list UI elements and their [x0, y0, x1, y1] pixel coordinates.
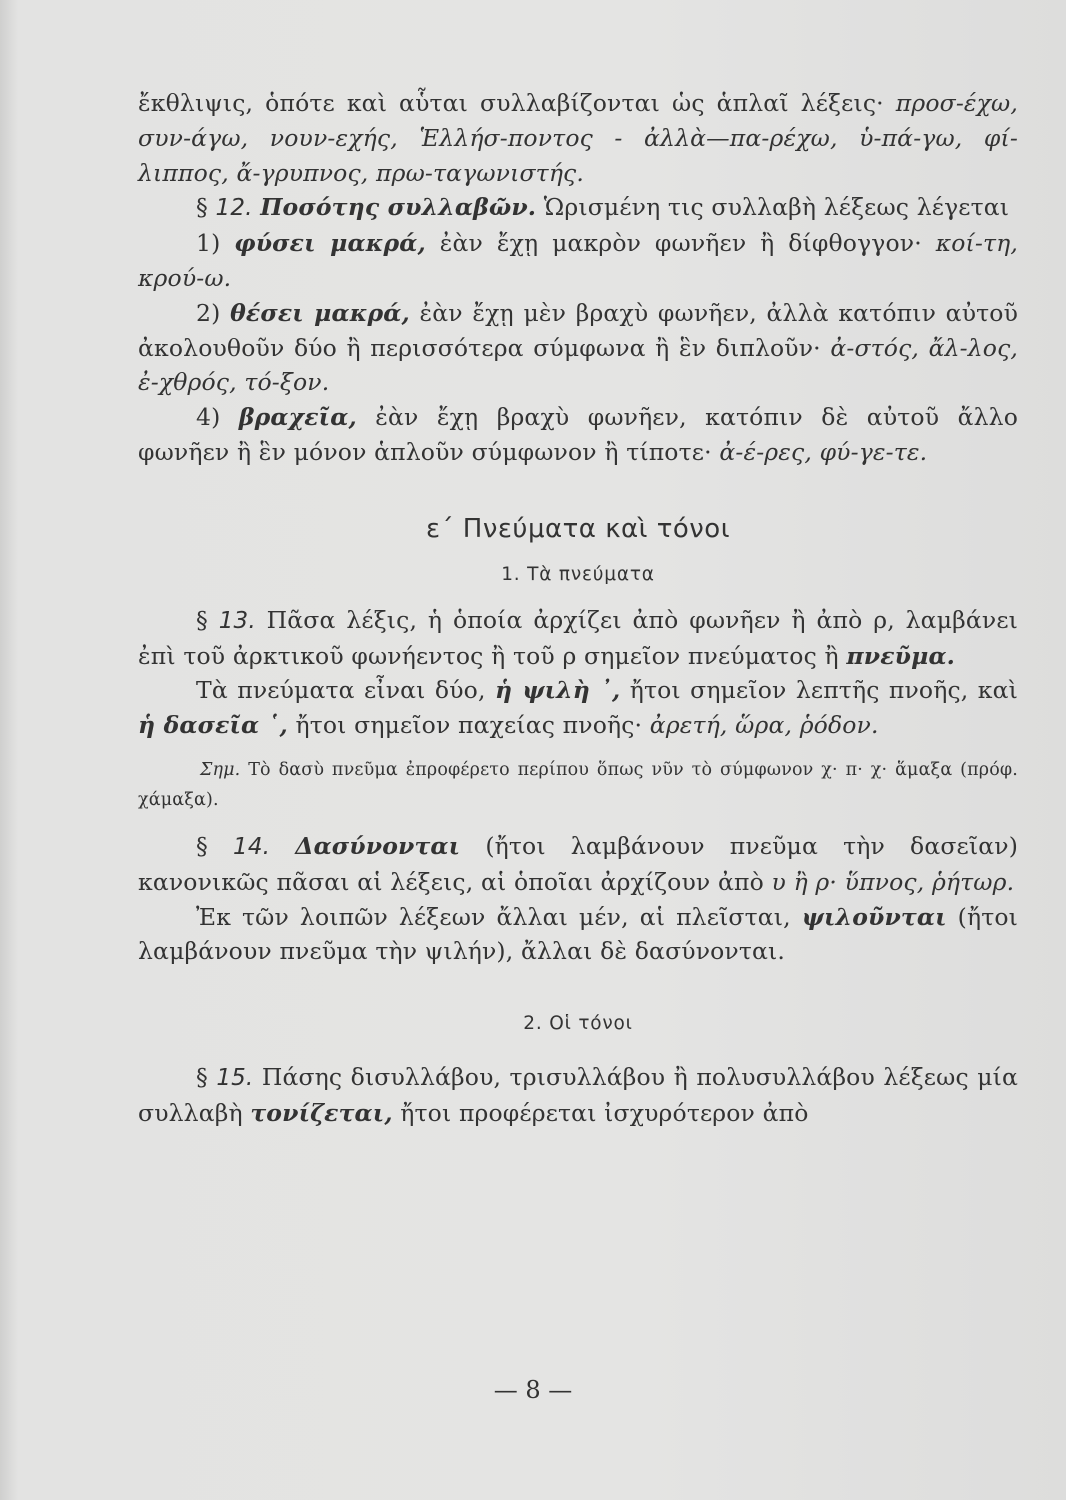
- subheading-pneumata: 1. Τὰ πνεύματα: [501, 563, 655, 585]
- term: Δασύνονται: [295, 831, 461, 860]
- examples: ἀρετή, ὥρα, ῥόδον.: [649, 711, 879, 740]
- term-daseia: ἡ δασεῖα ῾,: [138, 711, 288, 740]
- section-number: 15.: [216, 1065, 254, 1092]
- section-15: § 15. Πάσης δισυλλάβου, τρισυλλάβου ἢ πολυσυλλάβου λέξεως μία συλλαβὴ τονίζεται, ἤτοι προφέρεται ἰσχυρότερον ἀπὸ: [138, 1063, 1018, 1127]
- examples: προσ-έχω, συν-άγω, νουν-εχής, Ἑλλήσ-ποντος - ἀλλὰ—πα-ρέχω, ὑ-πά-γω, φί-λιππος, ἄ-γρυπνος, πρω-ταγωνιστής.: [138, 89, 1018, 187]
- item-2: 2) θέσει μακρά, ἐὰν ἔχῃ μὲν βραχὺ φωνῆεν, ἀλλὰ κατόπιν αὐτοῦ ἀκολουθοῦν δύο ἢ περισσότερα σύμφωνα ἢ ἓν διπλοῦν· ἀ-στός, ἄλ-λος, ἐ-χθρός, τό-ξον.: [138, 298, 1019, 397]
- term: βραχεῖα,: [238, 403, 357, 432]
- section-title: Ποσότης συλλαβῶν.: [260, 193, 537, 222]
- section-number: 14.: [233, 833, 271, 860]
- section-number: 13.: [218, 607, 256, 634]
- note-label: Σημ.: [200, 759, 241, 780]
- term: πνεῦμα.: [846, 641, 956, 670]
- chapter-heading: ε΄ Πνεύματα καὶ τόνοι: [425, 513, 731, 544]
- letters: υ ἢ ρ·: [771, 867, 838, 896]
- term: θέσει μακρά,: [230, 298, 410, 327]
- term: ψιλοῦνται: [801, 902, 947, 931]
- section-14: § 14. Δασύνονται (ἤτοι λαμβάνουν πνεῦμα τὴν δασεῖαν) κανονικῶς πᾶσαι αἱ λέξεις, αἱ ὁποῖαι ἀρχίζουν ἀπὸ υ ἢ ρ· ὕπνος, ῥήτωρ.: [138, 831, 1019, 896]
- item-4: 4) βραχεῖα, ἐὰν ἔχῃ βραχὺ φωνῆεν, κατόπιν δὲ αὐτοῦ ἄλλο φωνῆεν ἢ ἓν μόνον ἁπλοῦν σύμφωνον ἢ τίποτε· ἀ-έ-ρες, φύ-γε-τε.: [138, 403, 1018, 466]
- term-psili: ἡ ψιλὴ ᾿,: [495, 676, 621, 705]
- note: Σημ. Τὸ δασὺ πνεῦμα ἐπροφέρετο περίπου ὅπως νῦν τὸ σύμφωνον χ· π· χ· ἅμαξα (πρόφ. χάμαξα).: [138, 759, 1018, 810]
- examples: ἀ-έ-ρες, φύ-γε-τε.: [719, 437, 928, 466]
- examples: κοί-τη, κρού-ω.: [138, 229, 1019, 292]
- subheading-tonoi: 2. Οἱ τόνοι: [523, 1013, 633, 1035]
- examples: ὕπνος, ῥήτωρ.: [844, 867, 1015, 896]
- item-1: 1) φύσει μακρά, ἐὰν ἔχῃ μακρὸν φωνῆεν ἢ δίφθογγον· κοί-τη, κρού-ω.: [138, 229, 1019, 292]
- page-body: [138, 86, 1018, 1131]
- section-13: § 13. Πᾶσα λέξις, ἡ ὁποία ἀρχίζει ἀπὸ φωνῆεν ἢ ἀπὸ ρ, λαμβάνει ἐπὶ τοῦ ἀρκτικοῦ φωνήεντος ἢ τοῦ ρ σημεῖον πνεύματος ἢ πνεῦμα.: [138, 605, 1019, 670]
- examples: ἀ-στός, ἄλ-λος, ἐ-χθρός, τό-ξον.: [138, 333, 1018, 397]
- paragraph-pneumata: Τὰ πνεύματα εἶναι δύο, ἡ ψιλὴ ᾿, ἤτοι σημεῖον λεπτῆς πνοῆς, καὶ ἡ δασεῖα ῾, ἤτοι σημεῖον παχείας πνοῆς· ἀρετή, ὥρα, ῥόδον.: [138, 676, 1019, 740]
- term: τονίζεται,: [250, 1098, 393, 1127]
- page-number: — 8 —: [493, 1376, 573, 1404]
- paragraph-psilountai: Ἐκ τῶν λοιπῶν λέξεων ἄλλαι μέν, αἱ πλεῖσται, ψιλοῦνται (ἤτοι λαμβάνουν πνεῦμα τὴν ψιλήν), ἄλλαι δὲ δασύνονται.: [138, 902, 1019, 966]
- section-12: § 12. Ποσότης συλλαβῶν. Ὡρισμένη τις συλλαβὴ λέξεως λέγεται: [196, 193, 1010, 222]
- paragraph-ekthlipsis: ἔκθλιψις, ὁπότε καὶ αὗται συλλαβίζονται ὡς ἁπλαῖ λέξεις· προσ-έχω, συν-άγω, νουν-εχής, Ἑλλήσ-ποντος - ἀλλὰ—πα-ρέχω, ὑ-πά-γω, φί-λιππος, ἄ-γρυπνος, πρω-ταγωνιστής.: [138, 89, 1018, 187]
- term: φύσει μακρά,: [234, 229, 426, 258]
- section-number: 12.: [215, 195, 253, 222]
